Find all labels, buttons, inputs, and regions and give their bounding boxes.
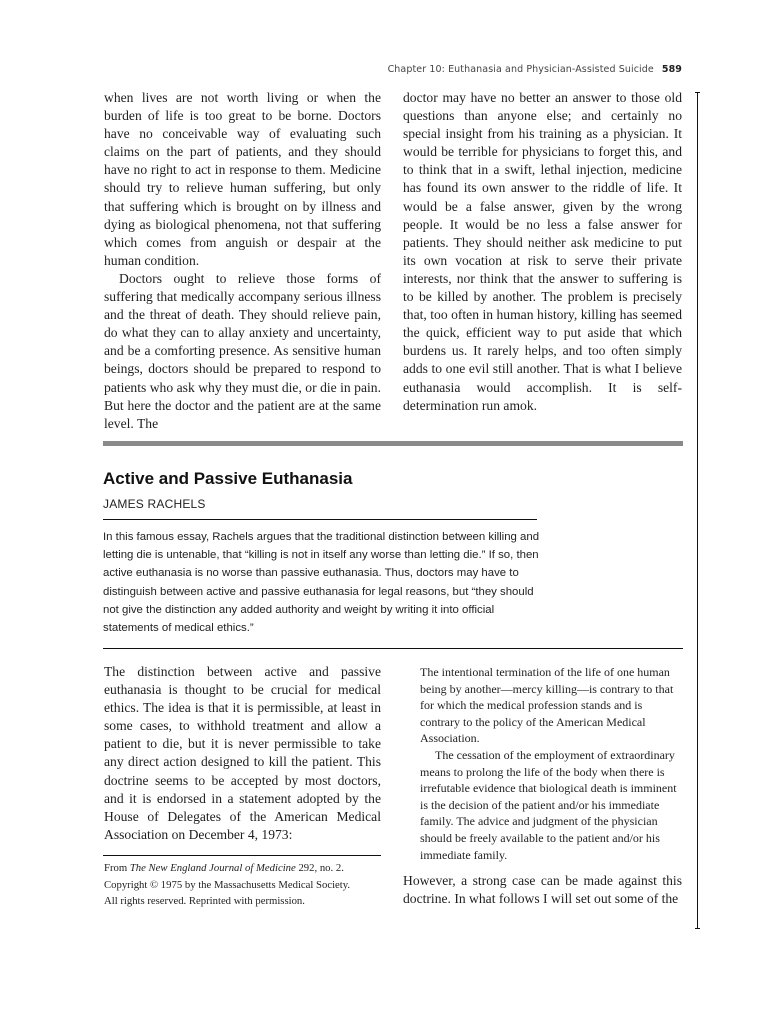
top-right-column (403, 89, 682, 415)
top-left-paragraph-1: when lives are not worth living or when the burden of life is too great to be borne. Doctors have no conceivable way of evaluating such claims on the part of patients, and they should have no right to act in response to them. Medicine should try to relieve human suffering, but only that suffering which is brought on by illness and dying as biological phenomena, not that suffering which comes from anguish or despair at the human condition. (104, 90, 381, 268)
bottom-left-paragraph-1: The distinction between active and passive euthanasia is thought to be crucial for medical ethics. The idea is that it is permissible, at least in some cases, to withhold treatment and allow a patient to die, but it is never permissible to take any direct action designed to kill the patient. This doctrine seems to be accepted by most doctors, and it is endorsed in a statement adopted by the House of Delegates of the American Medical Association on December 4, 1973: (104, 664, 381, 842)
page-number: 589 (661, 64, 682, 75)
footnote-source-line (104, 860, 394, 877)
abstract-top-rule (103, 519, 537, 520)
bottom-right-paragraph-1: However, a strong case can be made against this doctrine. In what follows I will set out some of the (403, 873, 682, 907)
footnote-rights: All rights reserved. Reprinted with permission. (104, 895, 305, 907)
article-abstract: In this famous essay, Rachels argues that the traditional distinction between killing and letting die is untenable, that “killing is not in itself any worse than letting die.” If so, then active euthanasia is no worse than passive euthanasia. Thus, doctors may have to distinguish between active and passive euthanasia for legal reasons, but “they should not give the distinction any added authority and weight by writing it into official statements of medical ethics.” (103, 531, 540, 635)
bottom-right-column (403, 872, 682, 908)
footnote-copyright: Copyright © 1975 by the Massachusetts Medical Society. (104, 878, 351, 891)
ama-statement-quote (420, 664, 682, 863)
article-author: JAMES RACHELS (103, 497, 206, 511)
running-head-chapter: Chapter 10: Euthanasia and Physician-Assisted Suicide (387, 64, 654, 75)
margin-line-tick-bottom (695, 928, 700, 929)
bottom-left-column (104, 663, 381, 844)
footnote-prefix: From (104, 862, 130, 874)
top-left-column (104, 89, 381, 433)
running-head (388, 64, 682, 75)
quote-paragraph-2: The cessation of the employment of extraordinary means to prolong the life of the body when there is irrefutable evidence that biological death is imminent is the decision of the patient and/or his immediate family. The advice and judgment of the physician should be freely available to the patient and/or his immediate family. (420, 747, 677, 862)
quote-paragraph-1: The intentional termination of the life of one human being by another—mercy killing—is contrary to that for which the medical profession stands and is contrary to the policy of the American Medical Association. (420, 665, 674, 746)
top-right-paragraph-1: doctor may have no better an answer to those old questions than anyone else; and certainly no special insight from his training as a physician. It would be terrible for physicians to forget this, and to think that in a swift, lethal injection, medicine has found its own answer to the riddle of life. It would be a false answer, given by the wrong people. It would be no less a false answer for patients. They should neither ask medicine to put its own vocation at risk to serve their private interests, nor think that the answer to suffering is to be killed by another. The problem is precisely that, too often in human history, killing has seemed the quick, efficient way to put aside that which burdens us. It rarely helps, and too often simply adds to one evil still another. That is what I believe euthanasia would accomplish. It is self-determination run amok. (403, 90, 682, 413)
section-divider (103, 441, 683, 446)
source-footnote (104, 860, 394, 910)
footnote-journal: The New England Journal of Medicine (129, 862, 296, 874)
abstract-bottom-rule (103, 648, 683, 649)
footnote-rule (103, 855, 381, 856)
margin-line-tick-top (695, 92, 700, 93)
footnote-citation: 292, no. 2. (295, 862, 344, 874)
article-title: Active and Passive Euthanasia (103, 469, 353, 488)
margin-line (697, 92, 698, 929)
top-left-paragraph-2: Doctors ought to relieve those forms of suffering that medically accompany serious illness and the threat of death. They should relieve pain, do what they can to allay anxiety and uncertainty, and be a comforting presence. As sensitive human beings, doctors should be prepared to respond to patients who ask why they must die, or die in pain. But here the doctor and the patient are at the same level. The (104, 270, 381, 431)
